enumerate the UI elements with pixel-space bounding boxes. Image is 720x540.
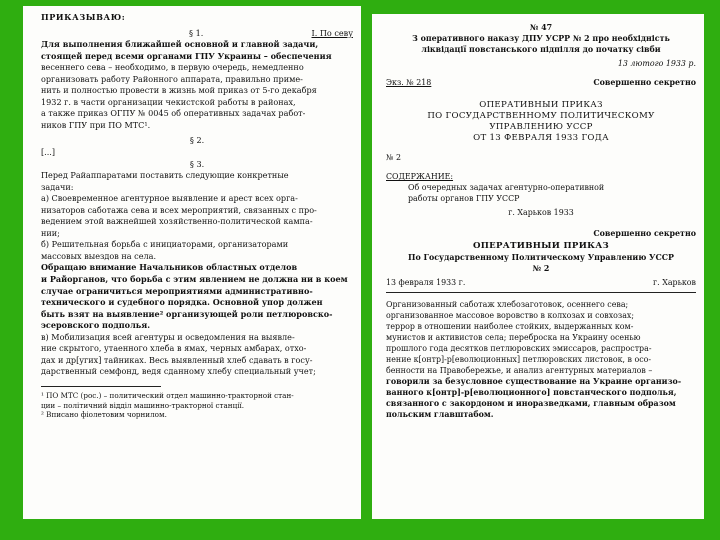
footnote: ¹ ПО МТС (рос.) – политический отдел машинно-тракторной стан- [41, 390, 294, 400]
footnote: ² Вписано фіолетовим чорнилом. [41, 410, 167, 420]
sec3-line: технического и судебного порядка. Основной упор должен [41, 297, 323, 308]
sec3-line: случае ограничиться мероприятиями административно- [41, 285, 313, 296]
body-line: ванного к[онтр]-р[еволюционного] повстанческого подполья, [386, 388, 677, 397]
copy-number: Экз. № 218 [386, 78, 432, 87]
body-line: террор в отношении наиболее стойких, выдержанных ком- [386, 322, 634, 331]
order-title-line: УПРАВЛЕНИЮ УССР [489, 122, 593, 132]
caption-line: ліквідації повстанського підпілля до початку сівби [421, 45, 661, 54]
sec1-line: стоящей перед всеми органами ГПУ Украины – обеспечения [41, 50, 332, 61]
caption-line: З оперативного наказу ДПУ УСРР № 2 про необхідність [412, 34, 670, 43]
sec1-line: а также приказ ОГПУ № 0045 об оперативных задачах работ- [41, 108, 306, 119]
sec3-line: массовых выездов на села. [41, 250, 157, 261]
body-line: мунистов и активистов села; переброска на Украину осенью [386, 333, 641, 342]
sec3-line: ние скрытого, утаенного хлеба в ямах, черных амбарах, отхо- [41, 343, 307, 354]
sec3-line: задачи: [41, 181, 74, 192]
sec3-line: дарственный семфонд, ведя сданному хлебу специальный учет; [41, 366, 316, 377]
secrecy-label: Совершенно секретно [593, 78, 696, 87]
sec1-line: 1932 г. в части организации чекистской работы в районах, [41, 96, 296, 107]
caption-date: 13 лютого 1933 р. [617, 59, 696, 68]
order-number: № 2 [386, 153, 401, 162]
left-document-page [23, 6, 361, 519]
right-document-page [372, 14, 704, 519]
secrecy-label-2: Совершенно секретно [593, 229, 696, 238]
document-number: № 47 [529, 23, 553, 32]
contents-label: СОДЕРЖАНИЕ: [386, 172, 454, 181]
sec3-line: б) Решительная борьба с инициаторами, организаторами [41, 239, 289, 250]
sec3-line: эсеровского подполья. [41, 320, 151, 331]
order-date: 13 февраля 1933 г. [386, 278, 466, 287]
sec1-line: нить и полностью провести в жизнь мой приказ от 5-го декабря [41, 85, 317, 96]
body-line: прошлого года десятков петлюровских эмиссаров, распростра- [386, 344, 652, 353]
section-3-title: § 3. [189, 158, 205, 169]
part-label: I. По севу [311, 27, 353, 38]
body-line: Организованный саботаж хлебозаготовок, осеннего сева; [386, 300, 629, 309]
sec3-line: ведением этой важнейшей хозяйственно-политической кампа- [41, 216, 313, 227]
sec1-line: весеннего сева – необходимо, в первую очередь, немедленно [41, 62, 304, 73]
sec3-line: Перед Райаппаратами поставить следующие конкретные [41, 170, 289, 181]
sec3-line: низаторов саботажа сева и всех мероприятий, связанных с про- [41, 204, 317, 215]
ellipsis: [...] [41, 147, 56, 158]
body-line: нение к[онтр]-р[еволюционных] петлюровских листовок, в осо- [386, 355, 652, 364]
sec3-line: и Райорганов, что борьба с этим явлением не должна ни в коем [41, 274, 348, 285]
order-title-line: ОПЕРАТИВНЫЙ ПРИКАЗ [479, 100, 603, 110]
order-title-2-line: По Государственному Политическому Управлению УССР [408, 253, 674, 262]
sec3-line: Обращаю внимание Начальников областных отделов [41, 262, 298, 273]
sec1-line: организовать работу Районного аппарата, правильно приме- [41, 73, 303, 84]
order-title-line: ОТ 13 ФЕВРАЛЯ 1933 ГОДА [473, 133, 609, 143]
sec1-line: ников ГПУ при ПО МТС¹. [41, 119, 151, 130]
sec3-line: в) Мобилизация всей агентуры и осведомления на выявле- [41, 331, 295, 342]
footnote-rule [41, 386, 161, 387]
order-title-line: ПО ГОСУДАРСТВЕННОМУ ПОЛИТИЧЕСКОМУ [427, 111, 655, 121]
header-rule [386, 292, 696, 293]
contents-line: Об очередных задачах агентурно-оперативной [408, 183, 605, 192]
sec3-line: а) Своевременное агентурное выявление и арест всех орга- [41, 193, 298, 204]
body-line: организованное массовое воровство в колхозах и совхозах; [386, 311, 635, 320]
sec3-line: нии; [41, 227, 60, 238]
sec3-line: быть взят на выявление² организующей роли петлюровско- [41, 308, 333, 319]
body-line: говорили за безусловное существование на Украине организо- [386, 377, 682, 386]
section-2-title: § 2. [189, 135, 205, 146]
section-1-title: § 1. [189, 27, 204, 38]
order-number-2: № 2 [532, 264, 550, 273]
order-city: г. Харьков [653, 278, 696, 287]
contents-line: работы органов ГПУ УССР [408, 194, 520, 203]
order-heading: ПРИКАЗЫВАЮ: [41, 12, 126, 22]
city-year: г. Харьков 1933 [508, 208, 574, 217]
sec3-line: дах и др[угих] тайниках. Весь выявленный хлеб сдавать в госу- [41, 354, 313, 365]
body-line: бенности на Правобережье, и анализ агентурных материалов – [386, 366, 653, 375]
body-line: связанного с закордоном и иноразведками, главным образом [386, 399, 676, 408]
sec1-line: Для выполнения ближайшей основной и главной задачи, [41, 39, 319, 50]
footnote: ции – політичний відділ машинно-тракторної станції. [41, 400, 245, 410]
body-line: польским главштабом. [386, 410, 494, 419]
order-title-2-line: ОПЕРАТИВНЫЙ ПРИКАЗ [472, 241, 610, 251]
